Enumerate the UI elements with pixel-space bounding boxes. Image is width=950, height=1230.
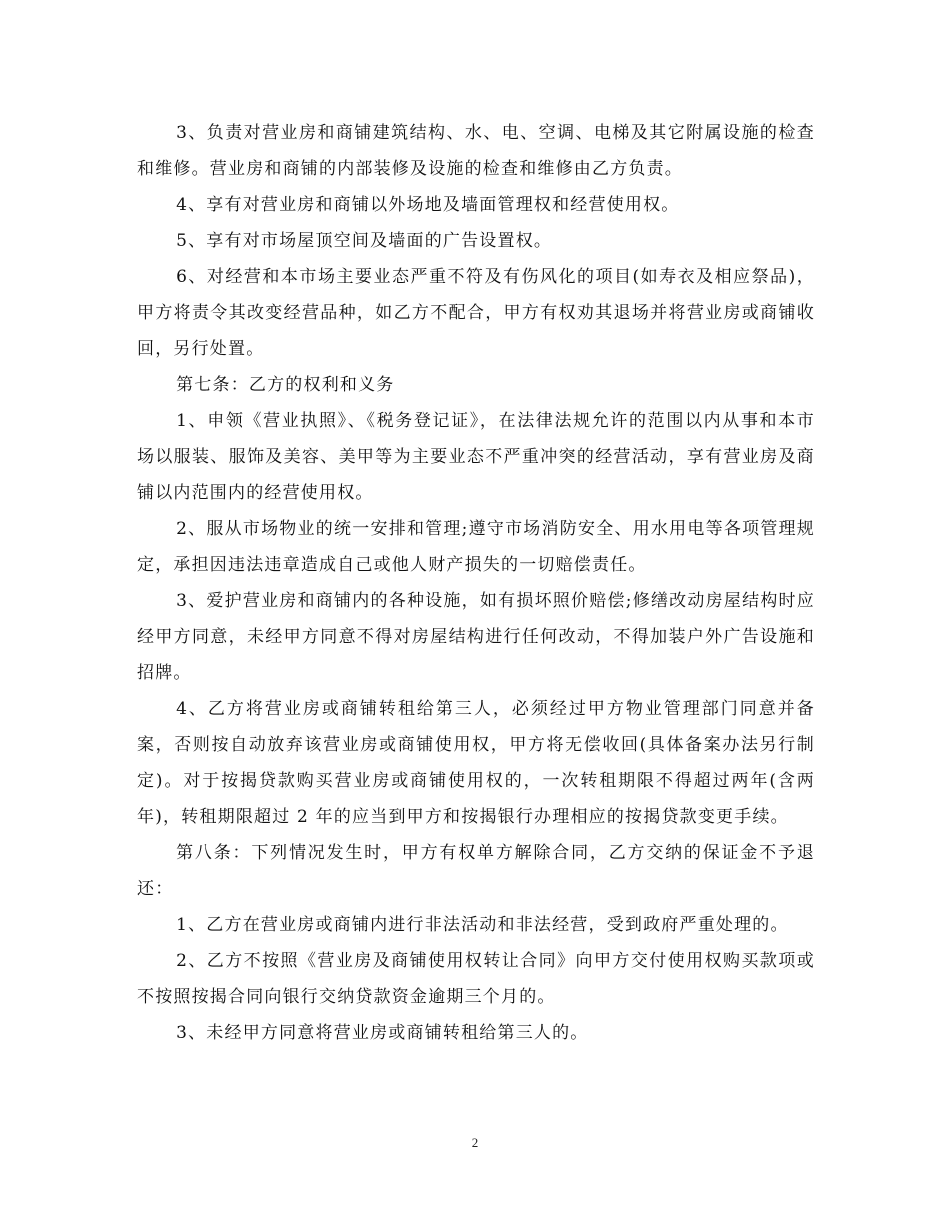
paragraph-article-7-item-1: 1、申领《营业执照》、《税务登记证》，在法律法规允许的范围以内从事和本市场以服装、服饰及美容、美甲等为主要业态不严重冲突的经营活动，享有营业房及商铺以内范围内的经营使用权。 <box>137 411 815 503</box>
paragraph-clause-6-prohibited-items: 6、对经营和本市场主要业态严重不符及有伤风化的项目(如寿衣及相应祭品)， 甲方将责令其改变经营品种，如乙方不配合，甲方有权劝其退场并将营业房或商铺收回，另行处置。 <box>137 267 815 359</box>
section-heading-article-7: 第七条：乙方的权利和义务 <box>176 375 395 395</box>
page-number: 2 <box>471 1135 479 1150</box>
paragraph-article-7-item-4: 4、乙方将营业房或商铺转租给第三人，必须经过甲方物业管理部门同意并备案，否则按自动放弃该营业房或商铺使用权，甲方将无偿收回(具体备案办法另行制定)。对于按揭贷款购买营业房或商铺使用权的，一次转租期限不得超过两年(含两年)，转租期限超过 2 年的应当到甲方和按揭银行办理相应的按揭贷款变更手续。 <box>137 699 815 827</box>
paragraph-article-8-item-1: 1、乙方在营业房或商铺内进行非法活动和非法经营，受到政府严重处理的。 <box>176 915 789 935</box>
section-heading-article-8: 第八条：下列情况发生时，甲方有权单方解除合同，乙方交纳的保证金不予退还： <box>137 843 815 899</box>
paragraph-article-8-item-3: 3、未经甲方同意将营业房或商铺转租给第三人的。 <box>176 1023 589 1043</box>
paragraph-clause-4-exterior-rights: 4、享有对营业房和商铺以外场地及墙面管理权和经营使用权。 <box>176 195 680 215</box>
paragraph-clause-3-maintenance: 3、负责对营业房和商铺建筑结构、水、电、空调、电梯及其它附属设施的检查和维修。营业房和商铺的内部装修及设施的检查和维修由乙方负责。 <box>137 123 815 179</box>
paragraph-article-7-item-3: 3、爱护营业房和商铺内的各种设施，如有损坏照价赔偿;修缮改动房屋结构时应经甲方同意，未经甲方同意不得对房屋结构进行任何改动，不得加装户外广告设施和招牌。 <box>137 591 815 683</box>
paragraph-clause-5-advertising-rights: 5、享有对市场屋顶空间及墙面的广告设置权。 <box>176 231 553 251</box>
document-body <box>137 115 815 1051</box>
paragraph-article-8-item-2: 2、乙方不按照《营业房及商铺使用权转让合同》向甲方交付使用权购买款项或不按照按揭合同向银行交纳贷款资金逾期三个月的。 <box>137 951 815 1007</box>
paragraph-article-7-item-2: 2、服从市场物业的统一安排和管理;遵守市场消防安全、用水用电等各项管理规定，承担因违法违章造成自己或他人财产损失的一切赔偿责任。 <box>137 519 815 575</box>
